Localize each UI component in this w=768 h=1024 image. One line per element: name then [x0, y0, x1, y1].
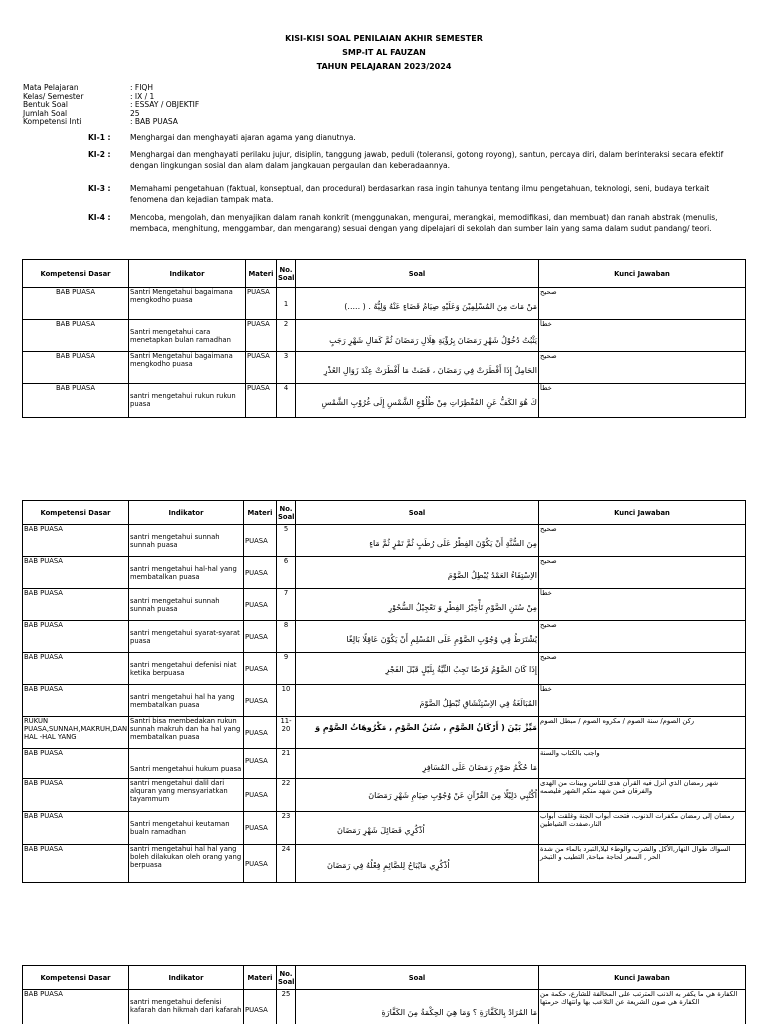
cell-soal — [296, 779, 539, 812]
col-kunci-jawaban: Kunci Jawaban — [539, 501, 746, 525]
soal-text: يَثْبُتُ دُخُوْلُ شَهْرِ رَمَضَانَ بِرُؤْيَةِ هِلَالِ رَمَضَانَ ثُمَّ كَمَالِ شَهْرِ رَجَبٍ — [329, 336, 537, 345]
ki-code: KI-4 : — [88, 213, 111, 222]
cell-no: 5 — [277, 525, 296, 557]
cell-kd: BAB PUASA — [23, 384, 129, 418]
soal-text: مِنَ السُّنَّةِ أَنْ يَكُوْنَ الفِطْرُ عَلَى رُطَبٍ ثُمَّ تَمْرٍ ثُمَّ مَاءٍ — [369, 539, 537, 548]
table-row — [23, 320, 746, 352]
cell-indikator: Santri Mengetahui bagaimana mengkodho puasa — [129, 288, 246, 320]
cell-no: 21 — [277, 749, 296, 779]
cell-materi: PUASA — [244, 557, 277, 589]
cell-no: 3 — [277, 352, 296, 384]
cell-soal — [296, 717, 539, 749]
cell-kunci — [539, 557, 746, 589]
soal-text: الاِسْتِقَاءُ العَمْدُ يُبْطِلُ الصَّوْمَ — [447, 571, 537, 580]
table-row — [23, 779, 746, 812]
cell-kd: BAB PUASA — [23, 320, 129, 352]
cell-materi: PUASA — [244, 685, 277, 717]
kunci-text: رمضان إلى رمضان مكفرات الذنوب، فتحت أبواب الجنة وغلقت أبواب النار،صفدت الشياطين — [540, 812, 734, 828]
cell-kunci — [539, 525, 746, 557]
table-row — [23, 384, 746, 418]
kunci-text: صحيح — [540, 352, 557, 360]
cell-soal — [296, 352, 539, 384]
soal-text: مِنْ سُنَنِ الصَّوْمِ تَأْخِيْرُ الفِطْرِ وَ تَعْجِيْلُ السُّحُوْرِ — [388, 603, 537, 612]
kunci-text: ركن الصوم/ سنة الصوم / مكروه الصوم / مبطل الصوم — [540, 717, 695, 725]
cell-materi — [244, 749, 277, 779]
table-row — [23, 589, 746, 621]
indikator-text: santri mengetahui hal hal yang boleh dilakukan oleh orang yang berpuasa — [130, 845, 242, 869]
cell-kd: BAB PUASA — [23, 621, 129, 653]
table-row — [23, 685, 746, 717]
ki-text: Memahami pengetahuan (faktual, konseptual, dan procedural) berdasarkan rasa ingin tahunya tentang ilmu pengetahuan, teknologi, seni, budaya terkait fenomena dan kejadian tampak mata. — [130, 184, 710, 204]
col-kompetensi-dasar: Kompetensi Dasar — [23, 966, 129, 990]
ki-code: KI-1 : — [88, 133, 111, 142]
cell-soal — [296, 749, 539, 779]
cell-kd: BAB PUASA — [23, 779, 129, 812]
indikator-text: Santri mengetahui hukum puasa — [130, 765, 242, 773]
indikator-text: Santri bisa membedakan rukun sunnah makruh dan ha hal yang membatalkan puasa — [130, 717, 241, 741]
cell-soal — [296, 653, 539, 685]
cell-kunci — [539, 749, 746, 779]
cell-indikator — [129, 621, 244, 653]
cell-no: 1 — [277, 288, 296, 320]
indikator-text: santri mengetahui defenisi niat ketika berpuasa — [130, 661, 237, 677]
cell-materi: PUASA — [246, 352, 277, 384]
soal-text: مَنْ مَاتَ مِنَ المُسْلِمِيْنَ وَعَلَيْهِ صِيَامُ قَضَاءٍ عَنْهُ وَلِيُّهُ . ( .....) — [344, 302, 537, 311]
cell-materi: PUASA — [246, 320, 277, 352]
cell-indikator — [129, 845, 244, 883]
table-row — [23, 990, 746, 1024]
kunci-text: الكفارة هي ما يكفر به الذنب المترتب على المخالفة للشارع، حكمة من الكفارة هي صون الشريعة عن التلاعب بها وانتهاك حرمتها — [540, 990, 738, 1006]
meta-row — [23, 118, 199, 127]
col-materi: Materi — [244, 501, 277, 525]
col-materi: Materi — [246, 260, 277, 288]
col-kunci-jawaban: Kunci Jawaban — [539, 966, 746, 990]
cell-materi: PUASA — [244, 845, 277, 883]
kisi-table-3 — [22, 965, 746, 1024]
indikator-text: santri mengetahui defenisi kafarah dan hikmah dari kafarah — [130, 998, 242, 1014]
indikator-text: santri mengetahui sunnah sunnah puasa — [130, 533, 220, 549]
header-year: TAHUN PELAJARAN 2023/2024 — [316, 62, 452, 71]
table-row — [23, 653, 746, 685]
meta-key: Kompetensi Inti — [23, 117, 82, 127]
soal-text: مَا المُرَادُ بِالكَفَّارَةِ ؟ وَمَا هِيَ الحِكْمَةُ مِنَ الكَفَّارَةِ — [381, 1008, 537, 1017]
cell-kunci — [539, 288, 746, 320]
kunci-text: السواك طوال النهار,الأكل والشرب والوطء ليلا,التبرد بالماء من شدة الحر , السعر لحاجة مباحة, التطيب و التبخر — [540, 845, 731, 861]
cell-no: 4 — [277, 384, 296, 418]
cell-soal — [296, 557, 539, 589]
kunci-text: صحيح — [540, 621, 557, 629]
cell-indikator — [129, 812, 244, 845]
cell-kunci — [539, 779, 746, 812]
cell-kunci — [539, 653, 746, 685]
kunci-text: صحيح — [540, 557, 557, 565]
cell-kd: BAB PUASA — [23, 557, 129, 589]
cell-no: 9 — [277, 653, 296, 685]
cell-kd: BAB PUASA — [23, 589, 129, 621]
cell-materi: PUASA — [244, 717, 277, 749]
cell-materi: PUASA — [244, 812, 277, 845]
cell-kunci — [539, 384, 746, 418]
meta-value: : FIQH — [130, 83, 153, 92]
cell-indikator — [129, 384, 246, 418]
indikator-text: santri mengetahui sunnah sunnah puasa — [130, 597, 220, 613]
kunci-text: واجب بالكتاب والسنة — [540, 749, 600, 757]
table-row — [23, 621, 746, 653]
cell-soal — [296, 990, 539, 1024]
cell-no: 11-20 — [277, 717, 296, 749]
cell-soal — [296, 589, 539, 621]
ki-code: KI-3 : — [88, 184, 111, 193]
cell-indikator — [129, 557, 244, 589]
table-row — [23, 288, 746, 320]
meta-key: Jumlah Soal — [23, 108, 68, 118]
cell-kunci — [539, 717, 746, 749]
col-materi: Materi — [244, 966, 277, 990]
cell-no: 7 — [277, 589, 296, 621]
cell-kd: BAB PUASA — [23, 352, 129, 384]
indikator-text: Santri mengetahui cara menetapkan bulan ramadhan — [130, 328, 231, 344]
col-indikator: Indikator — [129, 966, 244, 990]
ki-code: KI-2 : — [88, 150, 111, 159]
indikator-text: santri mengetahui dalil dari alquran yang mensyariatkan tayammum — [130, 779, 228, 803]
col-soal: Soal — [296, 966, 539, 990]
cell-kd: BAB PUASA — [23, 653, 129, 685]
cell-kd: BAB PUASA — [23, 685, 129, 717]
cell-soal — [296, 845, 539, 883]
ki-text: Menghargai dan menghayati perilaku jujur, disiplin, tanggung jawab, peduli (toleransi, gotong royong), santun, percaya diri, dalam berinteraksi secara efektif dengan lingkungan sosial dan alam dalam jangkauan pergaulan dan keberadaannya. — [130, 150, 724, 170]
table-header-row — [23, 501, 746, 525]
soal-text: كَ هُوَ الكَفُّ عَنِ المُفْطِرَاتِ مِنْ طُلُوْعِ الشَّمْسِ إِلَى غُرُوْبِ الشَّمْسِ — [321, 398, 537, 407]
col-kompetensi-dasar: Kompetensi Dasar — [23, 501, 129, 525]
table-row — [23, 525, 746, 557]
kunci-text: صحيح — [540, 288, 557, 296]
soal-text: اُذْكُرِي مَايُبَاحُ لِلصَّائِمِ فِعْلُهُ فِي رَمَضَانَ — [327, 861, 450, 870]
cell-materi: PUASA — [244, 653, 277, 685]
meta-value: : ESSAY / OBJEKTIF — [130, 100, 200, 110]
table-header-row — [23, 966, 746, 990]
cell-kd: BAB PUASA — [23, 845, 129, 883]
kunci-text: خطأ — [540, 685, 552, 693]
col-no-soal: No. Soal — [277, 260, 296, 288]
cell-indikator — [129, 685, 244, 717]
cell-no: 22 — [277, 779, 296, 812]
cell-kunci — [539, 352, 746, 384]
cell-no: 8 — [277, 621, 296, 653]
meta-key: Kelas/ Semester — [23, 91, 84, 101]
cell-soal — [296, 288, 539, 320]
cell-materi: PUASA — [244, 779, 277, 812]
cell-indikator — [129, 990, 244, 1024]
cell-no: 2 — [277, 320, 296, 352]
kunci-text: صحيح — [540, 653, 557, 661]
col-indikator: Indikator — [129, 501, 244, 525]
indikator-text: santri mengetahui hal-hal yang membatalkan puasa — [130, 565, 237, 581]
cell-materi: PUASA — [244, 589, 277, 621]
ki-text: Menghargai dan menghayati ajaran agama yang dianutnya. — [130, 133, 356, 142]
col-kunci-jawaban: Kunci Jawaban — [539, 260, 746, 288]
cell-indikator — [129, 717, 244, 749]
soal-text: مَا حُكْمُ صَوْمِ رَمَضَانَ عَلَى المُسَافِرِ — [422, 763, 537, 772]
kisi-table-2 — [22, 500, 746, 883]
cell-kunci — [539, 990, 746, 1024]
indikator-text: santri mengetahui rukun rukun puasa — [130, 392, 236, 408]
cell-indikator — [129, 320, 246, 352]
kunci-text: خطأ — [540, 320, 552, 328]
meta-key: Mata Pelajaran — [23, 83, 79, 92]
cell-soal — [296, 320, 539, 352]
cell-no: 6 — [277, 557, 296, 589]
cell-soal — [296, 685, 539, 717]
cell-materi: PUASA — [244, 525, 277, 557]
kunci-text: خطأ — [540, 589, 552, 597]
cell-kunci — [539, 845, 746, 883]
indikator-text: Santri mengetahui keutaman bualn ramadhan — [130, 820, 230, 836]
materi-text: PUASA — [245, 757, 268, 765]
meta-value: : IX / 1 — [130, 91, 155, 101]
cell-soal — [296, 384, 539, 418]
header-title: KISI-KISI SOAL PENILAIAN AKHIR SEMESTER — [285, 34, 483, 43]
cell-kunci — [539, 685, 746, 717]
cell-kunci — [539, 589, 746, 621]
col-no-soal: No. Soal — [277, 501, 296, 525]
cell-indikator — [129, 653, 244, 685]
indikator-text: santri mengetahui syarat-syarat puasa — [130, 629, 240, 645]
soal-text: المُبَالَغَةُ فِي الاِسْتِنْشَاقِ تُبْطِلُ الصَّوْمَ — [419, 699, 537, 708]
cell-soal — [296, 525, 539, 557]
col-no-soal: No. Soal — [277, 966, 296, 990]
document-header — [0, 32, 768, 74]
col-soal: Soal — [296, 260, 539, 288]
indikator-text: santri mengetahui hal ha yang membatalkan puasa — [130, 693, 235, 709]
cell-kunci — [539, 812, 746, 845]
table-row — [23, 557, 746, 589]
meta-value: : BAB PUASA — [130, 117, 178, 127]
cell-kd: BAB PUASA — [23, 288, 129, 320]
cell-soal — [296, 621, 539, 653]
col-kompetensi-dasar: Kompetensi Dasar — [23, 260, 129, 288]
cell-indikator — [129, 779, 244, 812]
kunci-text: خطأ — [540, 384, 552, 392]
meta-key: Bentuk Soal — [23, 100, 68, 110]
soal-text: اُذْكُرِي فَضَائِلَ شَهْرِ رَمَضَانَ — [337, 826, 425, 835]
soal-text: يُشْتَرَطُ فِي وُجُوْبِ الصَّوْمِ عَلَى المُسْلِمِ أَنْ يَكُوْنَ عَاقِلًا بَالِغًا — [346, 635, 537, 644]
cell-kunci — [539, 621, 746, 653]
meta-value: 25 — [130, 108, 140, 118]
table-row — [23, 845, 746, 883]
subject-meta — [23, 84, 199, 127]
table-row — [23, 717, 746, 749]
cell-materi: PUASA — [244, 990, 277, 1024]
cell-kunci — [539, 320, 746, 352]
cell-kd: BAB PUASA — [23, 990, 129, 1024]
cell-soal — [296, 812, 539, 845]
cell-indikator — [129, 589, 244, 621]
cell-no: 10 — [277, 685, 296, 717]
cell-materi: PUASA — [246, 384, 277, 418]
cell-kd: RUKUN PUASA,SUNNAH,MAKRUH,DAN HAL -HAL YANG — [23, 717, 129, 749]
soal-text: مَيِّزْ بَيْنَ ( أَرْكَانُ الصَّوْمِ , سُنَنُ الصَّوْمِ , مَكْرُوهَاتُ الصَّوْمِ وَ — [315, 723, 537, 732]
cell-indikator — [129, 525, 244, 557]
kisi-table-1 — [22, 259, 746, 418]
soal-text: إِذَا كَانَ الصَّوْمُ فَرْضًا تَجِبُ النِّيَّةُ بِلَيْلٍ قَبْلَ الفَجْرِ — [385, 665, 537, 674]
col-indikator: Indikator — [129, 260, 246, 288]
kunci-text: صحيح — [540, 525, 557, 533]
cell-no: 24 — [277, 845, 296, 883]
soal-text: الحَامِلُ إِذَا أَفْطَرَتْ فِي رَمَضَانَ ، قَضَتْ مَا أَفْطَرَتْ عِنْدَ زَوَالِ العُذْرِ — [323, 366, 537, 375]
cell-kd: BAB PUASA — [23, 749, 129, 779]
cell-materi: PUASA — [244, 621, 277, 653]
kunci-text: شهر رمضان الذي أنزل فيه القرآن هدى للناس وبينات من الهدى والفرقان فمن شهد منكم الشهر فليصمه — [540, 779, 719, 795]
header-school: SMP-IT AL FAUZAN — [342, 48, 426, 57]
table-row — [23, 812, 746, 845]
table-row — [23, 352, 746, 384]
cell-indikator — [129, 749, 244, 779]
cell-materi: PUASA — [246, 288, 277, 320]
cell-indikator: Santri Mengetahui bagaimana mengkodho puasa — [129, 352, 246, 384]
soal-text: اُكْتُبِي دَلِيْلًا مِنَ القُرْآنِ عَنْ وُجُوْبِ صِيَامِ شَهْرِ رَمَضَانَ — [368, 791, 537, 800]
col-soal: Soal — [296, 501, 539, 525]
cell-kd: BAB PUASA — [23, 525, 129, 557]
table-header-row — [23, 260, 746, 288]
ki-text: Mencoba, mengolah, dan menyajikan dalam ranah konkrit (menggunakan, mengurai, merangkai, memodifikasi, dan membuat) dan ranah abstrak (menulis, membaca, menghitung, menggambar, dan mengarang) sesuai dengan yang dipelajari di sekolah dan sumber lain yang sama dalam sudut pandang/ teori. — [130, 213, 718, 233]
cell-no: 25 — [277, 990, 296, 1024]
cell-kd: BAB PUASA — [23, 812, 129, 845]
cell-no: 23 — [277, 812, 296, 845]
table-row — [23, 749, 746, 779]
